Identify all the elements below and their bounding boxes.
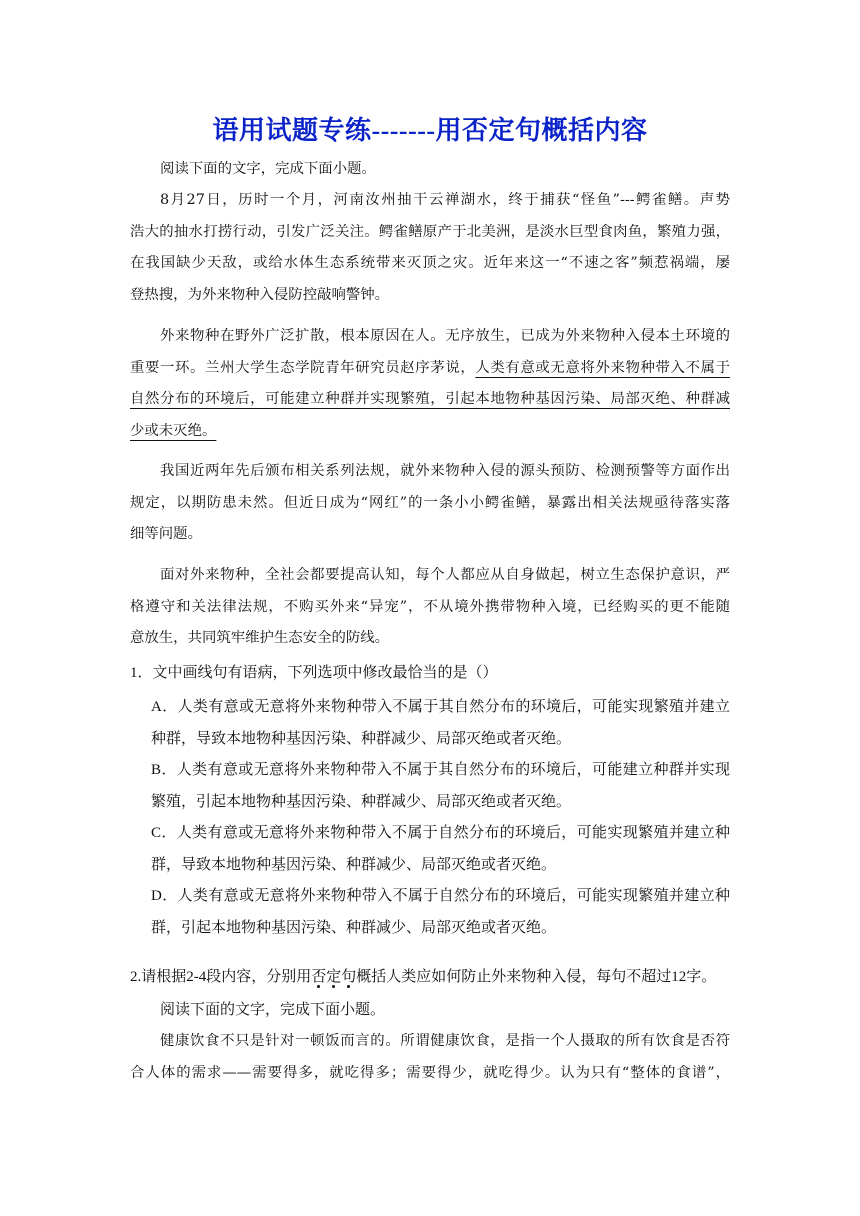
paragraph-line: 登热搜，为外来物种入侵防控敲响警钟。 (130, 286, 390, 303)
paragraph-line (130, 353, 730, 385)
paragraph-1 (130, 185, 730, 311)
paragraph-3 (130, 456, 730, 551)
option-d-cont: 群，引起本地物种基因污染、种群减少、局部灭绝或者灭绝。 (151, 919, 557, 936)
option-d: D．人类有意或无意将外来物种带入不属于自然分布的环境后，可能实现繁殖并建立种 (151, 888, 730, 904)
paragraph-line: 浩大的抽水打捞行动，引发广泛关注。鳄雀鳝原产于北美洲，是淡水巨型食肉鱼，繁殖力强， (130, 223, 730, 240)
paragraph-5 (130, 1026, 730, 1089)
question-text: 2.请根据2-4段内容，分别用 (130, 969, 312, 985)
paragraph-line: 规定，以期防患未然。但近日成为“网红”的一条小小鳄雀鳝，暴露出相关法规亟待落实落 (130, 494, 730, 511)
paragraph-line: 外来物种在野外广泛扩散，根本原因在人。无序放生，已成为外来物种入侵本土环境的 (160, 328, 730, 344)
paragraph-line: 合人体的需求——需要得多，就吃得多；需要得少，就吃得少。认为只有“整体的食谱”， (130, 1064, 730, 1081)
reading-intro-1 (130, 154, 730, 186)
option-b: B．人类有意或无意将外来物种带入不属于其自然分布的环境后，可能建立种群并实现 (151, 762, 730, 778)
document-title: 语用试题专练-------用否定句概括内容 (212, 116, 648, 145)
emphasis-char: 句 (341, 969, 357, 985)
underlined-sentence: 自然分布的环境后，可能建立种群并实现繁殖，引起本地物种基因污染、局部灭绝、种群减 (130, 391, 730, 407)
question-stem (130, 962, 730, 994)
paragraph-line: 面对外来物种，全社会都要提高认知，每个人都应从自身做起，树立生态保护意识，严 (160, 567, 730, 583)
paragraph-line (130, 416, 730, 448)
emphasis-char: 定 (326, 969, 342, 985)
paragraph-line: 格遵守和关法律法规，不购买外来“异宠”，不从境外携带物种入境，已经购买的更不能随 (130, 598, 730, 615)
underlined-sentence: 少或未灭绝。 (130, 422, 217, 439)
paragraph-line: 细等问题。 (130, 526, 202, 542)
option-a: A．人类有意或无意将外来物种带入不属于其自然分布的环境后，可能实现繁殖并建立 (151, 699, 730, 715)
question-stem: 1．文中画线句有语病，下列选项中修改最恰当的是（） (130, 665, 498, 681)
reading-intro-2 (130, 995, 730, 1027)
option-b-cont: 繁殖，引起本地物种基因污染、种群减少、局部灭绝或者灭绝。 (151, 793, 572, 810)
option-c: C．人类有意或无意将外来物种带入不属于自然分布的环境后，可能实现繁殖并建立种 (151, 825, 730, 841)
question-text: 概括人类应如何防止外来物种入侵，每句不超过12字。 (356, 969, 717, 985)
question-1 (130, 658, 730, 690)
intro-text: 阅读下面的文字，完成下面小题。 (160, 1002, 386, 1018)
paragraph-line: 健康饮食不只是针对一顿饭而言的。所谓健康饮食，是指一个人摄取的所有饮食是否符 (160, 1033, 730, 1049)
emphasis-char: 否 (311, 969, 327, 985)
option-c-cont: 群，导致本地物种基因污染、种群减少、局部灭绝或者灭绝。 (151, 856, 557, 873)
paragraph-line: 我国近两年先后颁布相关系列法规，就外来物种入侵的源头预防、检测预警等方面作出 (160, 463, 730, 479)
option-a-cont: 种群，导致本地物种基因污染、种群减少、局部灭绝或者灭绝。 (151, 730, 572, 747)
question-1-options (130, 692, 730, 944)
paragraph-line: 在我国缺少天敌，或给水体生态系统带来灭顶之灾。近年来这一“不速之客”频惹祸端，屡 (130, 255, 730, 271)
underlined-sentence: 人类有意或无意将外来物种带入不属于 (475, 359, 730, 376)
paragraph-4 (130, 560, 730, 655)
question-2 (130, 962, 730, 994)
paragraph-2 (130, 321, 730, 447)
paragraph-line: 8月27日，历时一个月，河南汝州抽干云禅湖水，终于捕获“怪鱼”---鳄雀鳝。声势 (160, 192, 730, 208)
plain-text: 重要一环。兰州大学生态学院青年研究员赵序茅说， (130, 359, 476, 376)
intro-text: 阅读下面的文字，完成下面小题。 (160, 161, 376, 177)
paragraph-line: 意放生，共同筑牢维护生态安全的防线。 (130, 630, 390, 646)
